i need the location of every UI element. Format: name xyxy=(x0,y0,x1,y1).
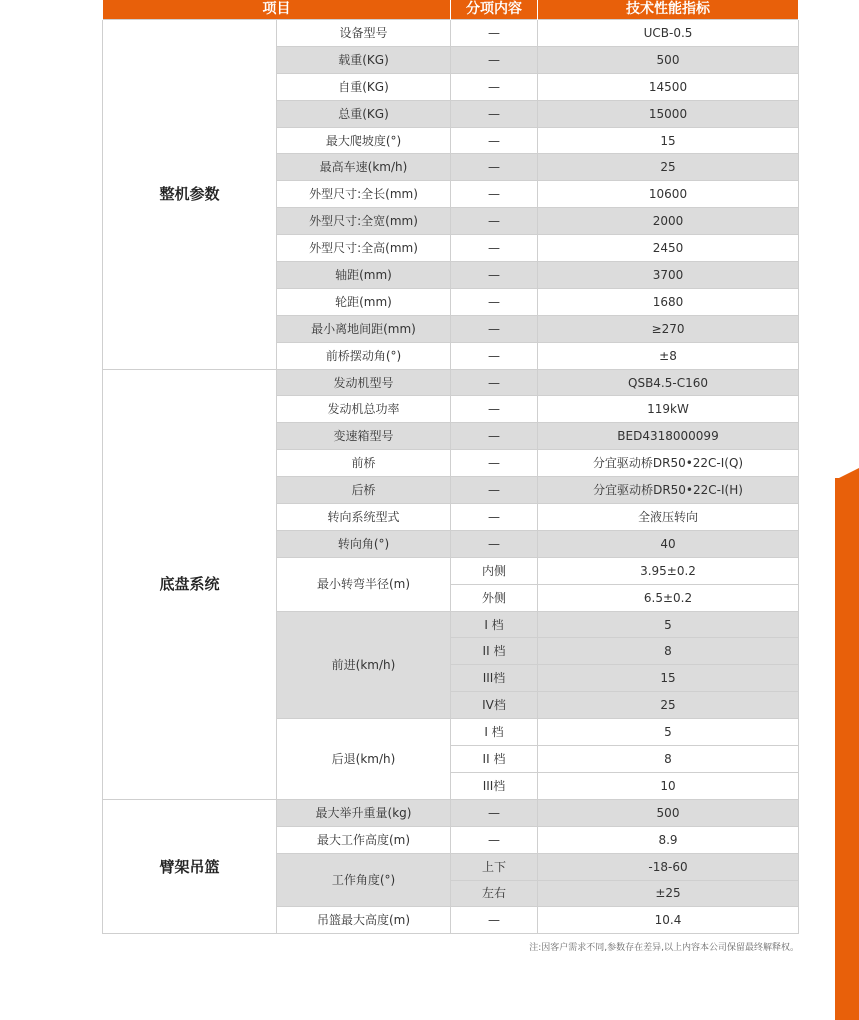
item-cell: 自重(KG) xyxy=(277,73,451,100)
value-cell: BED4318000099 xyxy=(538,423,799,450)
section-label: 整机参数 xyxy=(103,20,277,370)
value-cell: 500 xyxy=(538,799,799,826)
value-cell: 2000 xyxy=(538,208,799,235)
header-item: 项目 xyxy=(103,0,451,20)
value-cell: 8 xyxy=(538,746,799,773)
value-cell: 15 xyxy=(538,127,799,154)
sub-cell: — xyxy=(451,181,538,208)
sub-cell: II 档 xyxy=(451,638,538,665)
value-cell: 15000 xyxy=(538,100,799,127)
sub-cell: — xyxy=(451,100,538,127)
item-cell: 设备型号 xyxy=(277,20,451,47)
sub-cell: — xyxy=(451,396,538,423)
sub-cell: — xyxy=(451,127,538,154)
sub-cell: — xyxy=(451,288,538,315)
item-cell: 转向系统型式 xyxy=(277,504,451,531)
item-cell: 前桥摆动角(°) xyxy=(277,342,451,369)
value-cell: ±8 xyxy=(538,342,799,369)
item-cell: 后退(km/h) xyxy=(277,719,451,800)
value-cell: 500 xyxy=(538,46,799,73)
sub-cell: 左右 xyxy=(451,880,538,907)
sub-cell: — xyxy=(451,477,538,504)
footnote: 注:因客户需求不同,参数存在差异,以上内容本公司保留最终解释权。 xyxy=(529,943,799,953)
sub-cell: III档 xyxy=(451,772,538,799)
value-cell: 15 xyxy=(538,665,799,692)
value-cell: 3700 xyxy=(538,262,799,289)
item-cell: 载重(KG) xyxy=(277,46,451,73)
table-row xyxy=(103,799,799,826)
item-cell: 最小离地间距(mm) xyxy=(277,315,451,342)
header-value: 技术性能指标 xyxy=(538,0,799,20)
value-cell: 全液压转向 xyxy=(538,504,799,531)
sub-cell: — xyxy=(451,315,538,342)
sub-cell: — xyxy=(451,73,538,100)
value-cell: 40 xyxy=(538,530,799,557)
item-cell: 总重(KG) xyxy=(277,100,451,127)
item-cell: 轮距(mm) xyxy=(277,288,451,315)
item-cell: 发动机型号 xyxy=(277,369,451,396)
item-cell: 前桥 xyxy=(277,450,451,477)
value-cell: 分宜驱动桥DR50•22C-I(H) xyxy=(538,477,799,504)
value-cell: 6.5±0.2 xyxy=(538,584,799,611)
item-cell: 工作角度(°) xyxy=(277,853,451,907)
sub-cell: — xyxy=(451,342,538,369)
value-cell: ±25 xyxy=(538,880,799,907)
table-header-row xyxy=(103,0,799,20)
value-cell: 5 xyxy=(538,611,799,638)
table-row xyxy=(103,369,799,396)
item-cell: 吊篮最大高度(m) xyxy=(277,907,451,934)
sub-cell: 外侧 xyxy=(451,584,538,611)
section-label: 臂架吊篮 xyxy=(103,799,277,933)
sub-cell: — xyxy=(451,423,538,450)
value-cell: 3.95±0.2 xyxy=(538,557,799,584)
accent-side-bar xyxy=(835,478,859,1020)
item-cell: 外型尺寸:全长(mm) xyxy=(277,181,451,208)
sub-cell: — xyxy=(451,826,538,853)
item-cell: 转向角(°) xyxy=(277,530,451,557)
sub-cell: — xyxy=(451,530,538,557)
sub-cell: — xyxy=(451,208,538,235)
item-cell: 最大举升重量(kg) xyxy=(277,799,451,826)
sub-cell: — xyxy=(451,262,538,289)
value-cell: 分宜驱动桥DR50•22C-I(Q) xyxy=(538,450,799,477)
value-cell: 8 xyxy=(538,638,799,665)
sub-cell: — xyxy=(451,907,538,934)
item-cell: 轴距(mm) xyxy=(277,262,451,289)
sub-cell: 上下 xyxy=(451,853,538,880)
table-row xyxy=(103,20,799,47)
sub-cell: — xyxy=(451,154,538,181)
header-sub: 分项内容 xyxy=(451,0,538,20)
value-cell: 8.9 xyxy=(538,826,799,853)
value-cell: 10.4 xyxy=(538,907,799,934)
sub-cell: IV档 xyxy=(451,692,538,719)
item-cell: 最大爬坡度(°) xyxy=(277,127,451,154)
sub-cell: I 档 xyxy=(451,719,538,746)
sub-cell: 内侧 xyxy=(451,557,538,584)
spec-table xyxy=(102,0,799,934)
sub-cell: — xyxy=(451,369,538,396)
item-cell: 最高车速(km/h) xyxy=(277,154,451,181)
item-cell: 外型尺寸:全宽(mm) xyxy=(277,208,451,235)
value-cell: 25 xyxy=(538,692,799,719)
sub-cell: — xyxy=(451,235,538,262)
value-cell: 14500 xyxy=(538,73,799,100)
sub-cell: II 档 xyxy=(451,746,538,773)
item-cell: 后桥 xyxy=(277,477,451,504)
sub-cell: III档 xyxy=(451,665,538,692)
sub-cell: — xyxy=(451,46,538,73)
value-cell: 25 xyxy=(538,154,799,181)
section-label: 底盘系统 xyxy=(103,369,277,799)
item-cell: 外型尺寸:全高(mm) xyxy=(277,235,451,262)
value-cell: 5 xyxy=(538,719,799,746)
value-cell: 1680 xyxy=(538,288,799,315)
value-cell: 2450 xyxy=(538,235,799,262)
sub-cell: — xyxy=(451,504,538,531)
value-cell: 10 xyxy=(538,772,799,799)
value-cell: 10600 xyxy=(538,181,799,208)
item-cell: 发动机总功率 xyxy=(277,396,451,423)
value-cell: QSB4.5-C160 xyxy=(538,369,799,396)
value-cell: -18-60 xyxy=(538,853,799,880)
item-cell: 最大工作高度(m) xyxy=(277,826,451,853)
sub-cell: — xyxy=(451,799,538,826)
sub-cell: I 档 xyxy=(451,611,538,638)
sub-cell: — xyxy=(451,450,538,477)
value-cell: UCB-0.5 xyxy=(538,20,799,47)
item-cell: 最小转弯半径(m) xyxy=(277,557,451,611)
value-cell: ≥270 xyxy=(538,315,799,342)
value-cell: 119kW xyxy=(538,396,799,423)
item-cell: 前进(km/h) xyxy=(277,611,451,719)
item-cell: 变速箱型号 xyxy=(277,423,451,450)
sub-cell: — xyxy=(451,20,538,47)
